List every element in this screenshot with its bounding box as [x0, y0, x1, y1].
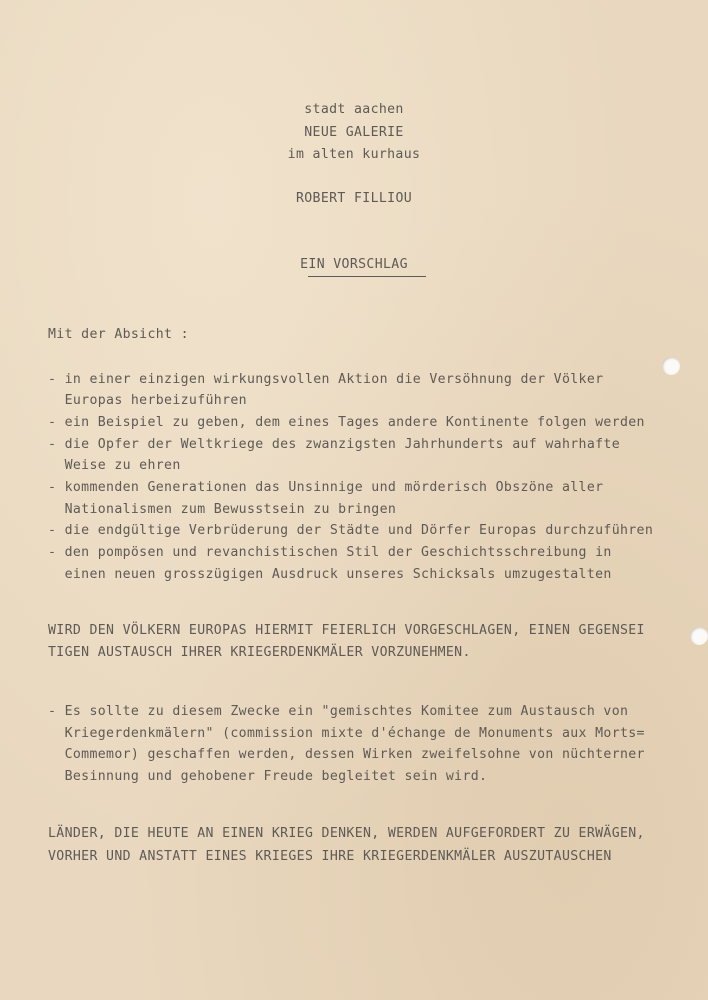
bullet-line-8: - die endgültige Verbrüderung der Städte und Dörfer Europas durchzuführen [48, 523, 654, 538]
proposal-line-1: WIRD DEN VÖLKERN EUROPAS HIERMIT FEIERLICH VORGESCHLAGEN, EINEN GEGENSEI [48, 623, 645, 638]
bullet-line-1: - in einer einzigen wirkungsvollen Aktion die Versöhnung der Völker [48, 372, 604, 387]
header-line-venue: im alten kurhaus [287, 147, 421, 162]
bullet-line-6: - kommenden Generationen das Unsinnige und mörderisch Obszöne aller [48, 480, 604, 495]
document-title: EIN VORSCHLAG [300, 257, 408, 272]
punch-hole-bottom [690, 627, 708, 645]
bullet-line-4: - die Opfer der Weltkriege des zwanzigsten Jahrhunderts auf wahrhafte [48, 437, 620, 452]
committee-line-2: Kriegerdenkmälern" (commission mixte d'échange de Monuments aux Morts= [48, 726, 645, 741]
closing-line-2: VORHER UND ANSTATT EINES KRIEGES IHRE KRIEGERDENKMÄLER AUSZUTAUSCHEN [48, 849, 612, 864]
committee-line-1: - Es sollte zu diesem Zwecke ein "gemischtes Komitee zum Austausch von [48, 704, 629, 719]
bullet-line-3: - ein Beispiel zu geben, dem eines Tages andere Kontinente folgen werden [48, 415, 645, 430]
header-line-gallery: NEUE GALERIE [304, 125, 404, 140]
artist-name: ROBERT FILLIOU [295, 191, 413, 206]
header-line-city: stadt aachen [304, 102, 404, 117]
bullet-line-7: Nationalismen zum Bewusstsein zu bringen [48, 502, 397, 517]
bullet-line-2: Europas herbeizuführen [48, 393, 247, 408]
punch-hole-top [662, 357, 680, 375]
title-underline [308, 276, 426, 277]
proposal-line-2: TIGEN AUSTAUSCH IHRER KRIEGERDENKMÄLER VORZUNEHMEN. [48, 645, 471, 660]
bullet-line-9: - den pompösen und revanchistischen Stil der Geschichtsschreibung in [48, 545, 612, 560]
committee-line-4: Besinnung und gehobener Freude begleitet sein wird. [48, 769, 488, 784]
intro-line: Mit der Absicht : [48, 327, 189, 342]
closing-line-1: LÄNDER, DIE HEUTE AN EINEN KRIEG DENKEN, WERDEN AUFGEFORDERT ZU ERWÄGEN, [48, 826, 645, 841]
committee-line-3: Commemor) geschaffen werden, dessen Wirken zweifelsohne von nüchterner [48, 747, 645, 762]
bullet-line-10: einen neuen grosszügigen Ausdruck unseres Schicksals umzugestalten [48, 567, 612, 582]
bullet-line-5: Weise zu ehren [48, 458, 181, 473]
